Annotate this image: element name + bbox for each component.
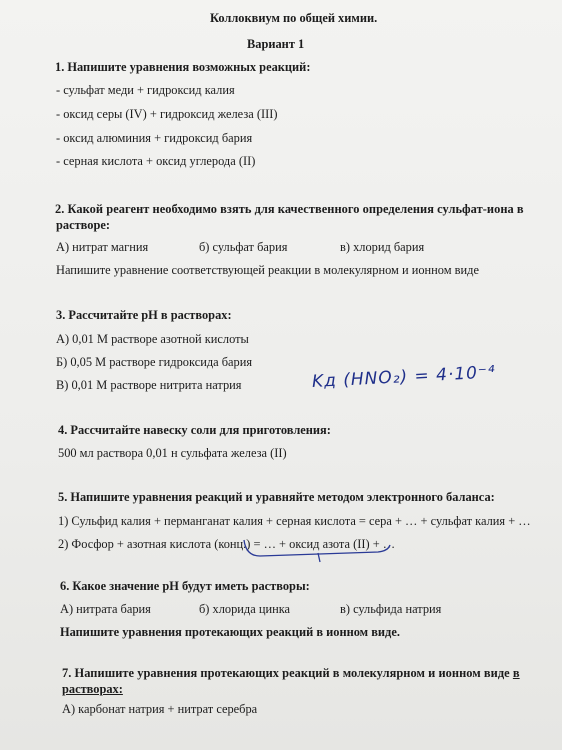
q6-heading: 6. Какое значение pH будут иметь растворы: bbox=[60, 579, 310, 593]
q6-note: Напишите уравнения протекающих реакций в ионном виде. bbox=[60, 625, 400, 639]
q4-item: 500 мл раствора 0,01 н сульфата железа (II) bbox=[58, 446, 287, 460]
q2-heading-line1: 2. Какой реагент необходимо взять для качественного определения сульфат-иона в bbox=[55, 202, 524, 216]
q3-heading: 3. Рассчитайте pH в растворах: bbox=[56, 308, 232, 322]
document-title: Коллоквиум по общей химии. bbox=[210, 11, 378, 25]
q5-item: 1) Сульфид калия + перманганат калия + серная кислота = сера + … + сульфат калия + … bbox=[58, 514, 531, 528]
q1-heading: 1. Напишите уравнения возможных реакций: bbox=[55, 60, 311, 74]
q2-option-c: в) хлорид бария bbox=[340, 240, 425, 254]
q1-item: - сульфат меди + гидроксид калия bbox=[56, 83, 235, 97]
q6-option-a: А) нитрата бария bbox=[60, 602, 151, 616]
q7-heading-line2: растворах: bbox=[62, 682, 123, 696]
q1-item: - оксид алюминия + гидроксид бария bbox=[56, 131, 253, 145]
q7-item: А) карбонат натрия + нитрат серебра bbox=[62, 702, 258, 716]
q6-option-c: в) сульфида натрия bbox=[340, 602, 442, 616]
handwritten-dissociation-constant: Kд (HNO₂) = 4·10⁻⁴ bbox=[311, 362, 497, 392]
q5-heading: 5. Напишите уравнения реакций и уравняйте методом электронного баланса: bbox=[58, 490, 495, 504]
q2-option-b: б) сульфат бария bbox=[199, 240, 288, 254]
q5-item: 2) Фосфор + азотная кислота (конц.) = … + оксид азота (II) + … bbox=[58, 537, 396, 551]
q7-heading-underlined: в bbox=[512, 666, 520, 680]
q7-heading-text: 7. Напишите уравнения протекающих реакций в молекулярном и ионном виде bbox=[62, 666, 510, 680]
q6-option-b: б) хлорида цинка bbox=[199, 602, 291, 616]
q2-heading-line2: растворе: bbox=[56, 218, 110, 232]
q7-heading-line1 bbox=[62, 667, 520, 679]
q3-item: А) 0,01 М растворе азотной кислоты bbox=[56, 332, 249, 346]
q4-heading: 4. Рассчитайте навеску соли для приготовления: bbox=[58, 423, 331, 437]
q1-item: - серная кислота + оксид углерода (II) bbox=[56, 154, 256, 168]
variant-label: Вариант 1 bbox=[247, 37, 305, 51]
q3-item: Б) 0,05 М растворе гидроксида бария bbox=[56, 355, 253, 369]
q1-item: - оксид серы (IV) + гидроксид железа (III) bbox=[56, 107, 278, 121]
q3-item: В) 0,01 М растворе нитрита натрия bbox=[56, 378, 242, 392]
q2-option-a: А) нитрат магния bbox=[56, 240, 149, 254]
q2-note: Напишите уравнение соответствующей реакции в молекулярном и ионном виде bbox=[56, 263, 479, 277]
